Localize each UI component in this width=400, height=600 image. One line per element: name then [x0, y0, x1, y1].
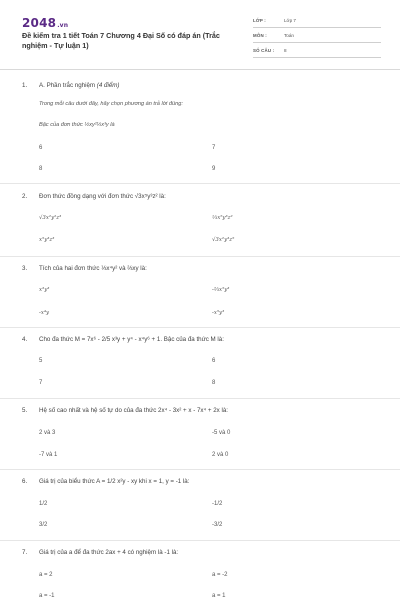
question-1-text [22, 82, 120, 89]
meta-value: 8 [284, 48, 287, 53]
question-text: Giá trị của a để đa thức 2ax + 4 có nghiệm là -1 là: [39, 549, 179, 556]
answer-option[interactable]: -5 và 0 [212, 430, 231, 436]
question-divider [0, 183, 400, 184]
question-divider [0, 398, 400, 399]
site-logo[interactable] [22, 16, 68, 30]
answer-option[interactable]: a = -1 [39, 593, 55, 599]
question-7-text [22, 549, 178, 556]
question-3-text [22, 265, 147, 272]
answer-option[interactable]: √3x²y²z³ [39, 215, 62, 221]
question-text: Tích của hai đơn thức ⅓x⁴y² và ⅔xy là: [39, 265, 147, 272]
answer-option[interactable]: 7 [39, 380, 43, 386]
question-number: 5. [22, 407, 28, 414]
answer-option[interactable]: 8 [39, 166, 43, 172]
answer-option[interactable]: -x⁵y³ [212, 310, 225, 316]
answer-option[interactable]: 6 [39, 145, 43, 151]
answer-option[interactable]: 2 và 0 [212, 452, 229, 458]
question-instruction: Trong mỗi câu dưới đây, hãy chọn phương án trả lời đúng: [39, 101, 183, 107]
answer-option[interactable]: x³y³ [39, 287, 50, 293]
question-2-text [22, 193, 166, 200]
meta-label: MÔN : [253, 33, 267, 38]
question-number: 7. [22, 549, 28, 556]
answer-option[interactable]: -x⁴y [39, 310, 50, 316]
question-number: 6. [22, 478, 28, 485]
question-text: Cho đa thức M = 7x⁶ - 2/5 x³y + y⁴ - x⁴y⁶ + 1. Bậc của đa thức M là: [39, 336, 224, 343]
question-divider [0, 469, 400, 470]
answer-option[interactable]: 1/2 [39, 501, 48, 507]
document-meta [253, 16, 381, 61]
answer-option[interactable]: a = 1 [212, 593, 226, 599]
answer-option[interactable]: -⅔x⁵y³ [212, 287, 230, 293]
answer-option[interactable]: √3x²y³z⁵ [212, 237, 235, 243]
question-4-text [22, 336, 224, 343]
question-5-text [22, 407, 228, 414]
answer-option[interactable]: a = 2 [39, 572, 53, 578]
question-number: 2. [22, 193, 28, 200]
question-text: A. Phần trắc nghiệm [39, 82, 96, 89]
question-subtext: Bậc của đơn thức ½xy²⅓x³y là [39, 122, 115, 128]
answer-option[interactable]: -7 và 1 [39, 452, 58, 458]
question-number: 1. [22, 82, 28, 89]
question-number: 4. [22, 336, 28, 343]
answer-option[interactable]: ⅓x⁵y³z² [212, 215, 233, 221]
header-divider [0, 69, 400, 70]
meta-label: SỐ CÂU : [253, 48, 275, 53]
answer-option[interactable]: 6 [212, 358, 216, 364]
answer-option[interactable]: -3/2 [212, 522, 223, 528]
meta-row-class [253, 16, 381, 28]
question-points: (4 điểm) [96, 82, 120, 89]
meta-value: Lớp 7 [284, 18, 296, 23]
answer-option[interactable]: 9 [212, 166, 216, 172]
answer-option[interactable]: x⁵y³z³ [39, 237, 55, 243]
question-divider [0, 256, 400, 257]
question-6-text [22, 478, 189, 485]
question-number: 3. [22, 265, 28, 272]
logo-suffix: .vn [57, 22, 69, 29]
question-divider [0, 327, 400, 328]
answer-option[interactable]: -1/2 [212, 501, 223, 507]
meta-label: LỚP : [253, 18, 266, 23]
answer-option[interactable]: 5 [39, 358, 43, 364]
answer-option[interactable]: 3/2 [39, 522, 48, 528]
question-divider [0, 540, 400, 541]
answer-option[interactable]: 7 [212, 145, 216, 151]
answer-option[interactable]: 8 [212, 380, 216, 386]
logo-main: 2048 [22, 16, 57, 30]
answer-option[interactable]: a = -2 [212, 572, 228, 578]
question-text: Đơn thức đồng dạng với đơn thức √3x⁵y³z² là: [39, 193, 166, 200]
question-text: Hệ số cao nhất và hệ số tự do của đa thức 2x⁴ - 3x² + x - 7x⁴ + 2x là: [39, 407, 229, 414]
answer-option[interactable]: 2 và 3 [39, 430, 56, 436]
question-text: Giá trị của biểu thức A = 1/2 x²y - xy khi x = 1, y = -1 là: [39, 478, 190, 485]
meta-row-subject [253, 31, 381, 43]
document-title: Đề kiểm tra 1 tiết Toán 7 Chương 4 Đại Số có đáp án (Trắc nghiệm - Tự luận 1) [22, 31, 220, 50]
meta-value: Toán [284, 33, 294, 38]
document-header [0, 0, 400, 70]
meta-row-count [253, 46, 381, 58]
